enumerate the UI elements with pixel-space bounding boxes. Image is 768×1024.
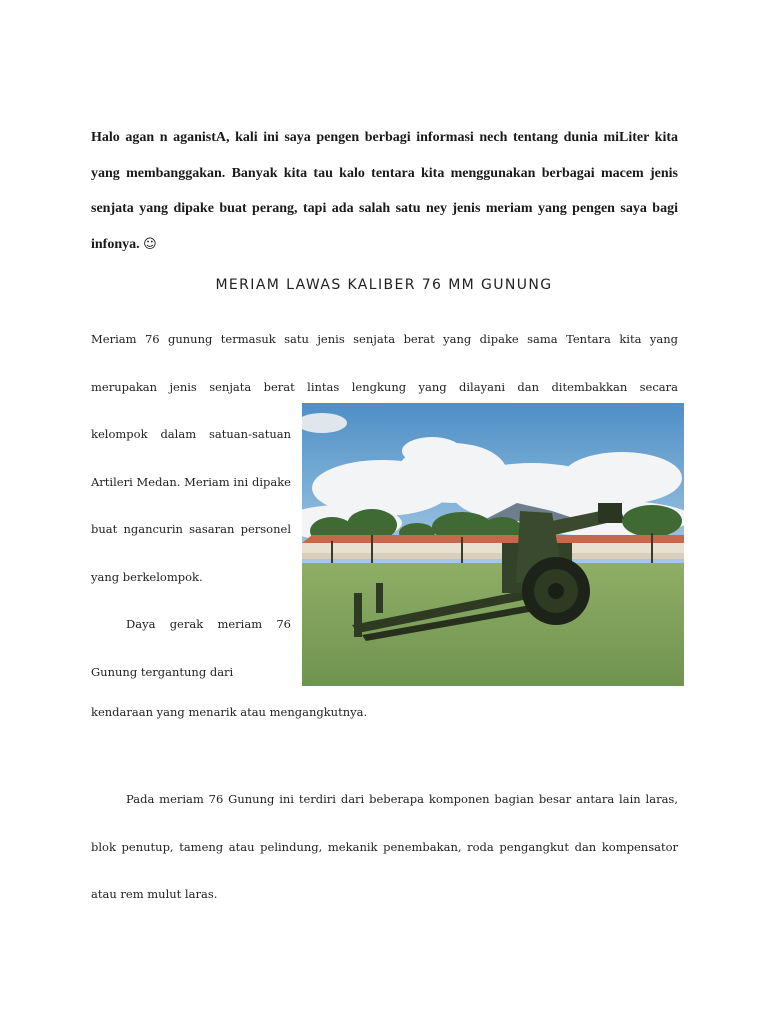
page-title: MERIAM LAWAS KALIBER 76 MM GUNUNG	[215, 277, 553, 293]
side-text-part1: kelompok dalam satuan-satuan Artileri Medan. Meriam ini dipake buat ngancurin sasaran personel yang berkelompok.	[91, 427, 291, 584]
intro-paragraph	[91, 120, 678, 262]
continuation-text: kendaraan yang menarik atau mengangkutnya.	[91, 705, 368, 719]
side-paragraph	[91, 411, 291, 696]
side-text-part2: Daya gerak meriam 76 Gunung tergantung dari	[91, 617, 291, 679]
barracks-buildings	[302, 535, 684, 559]
smiley-icon: ☺	[143, 236, 157, 252]
paragraph-2: Pada meriam 76 Gunung ini terdiri dari beberapa komponen bagian besar antara lain laras, blok penutup, tameng atau pelindung, mekanik penembakan, roda pengangkut dan kompensator atau rem mulut laras.	[91, 792, 678, 901]
intro-text: Halo agan n aganistA, kali ini saya pengen berbagi informasi nech tentang dunia miLiter kita yang membanggakan. Banyak kita tau kalo tentara kita menggunakan berbagai macem jenis senjata yang dipake buat perang, tapi ada salah satu ney jenis meriam yang pengen saya bagi infonya.	[91, 130, 678, 252]
paragraph-1: Meriam 76 gunung termasuk satu jenis senjata berat yang dipake sama Tentara kita yang merupakan jenis senjata berat lintas lengkung yang dilayani dan ditembakkan secara	[91, 332, 678, 394]
cannon-photo	[302, 403, 684, 686]
